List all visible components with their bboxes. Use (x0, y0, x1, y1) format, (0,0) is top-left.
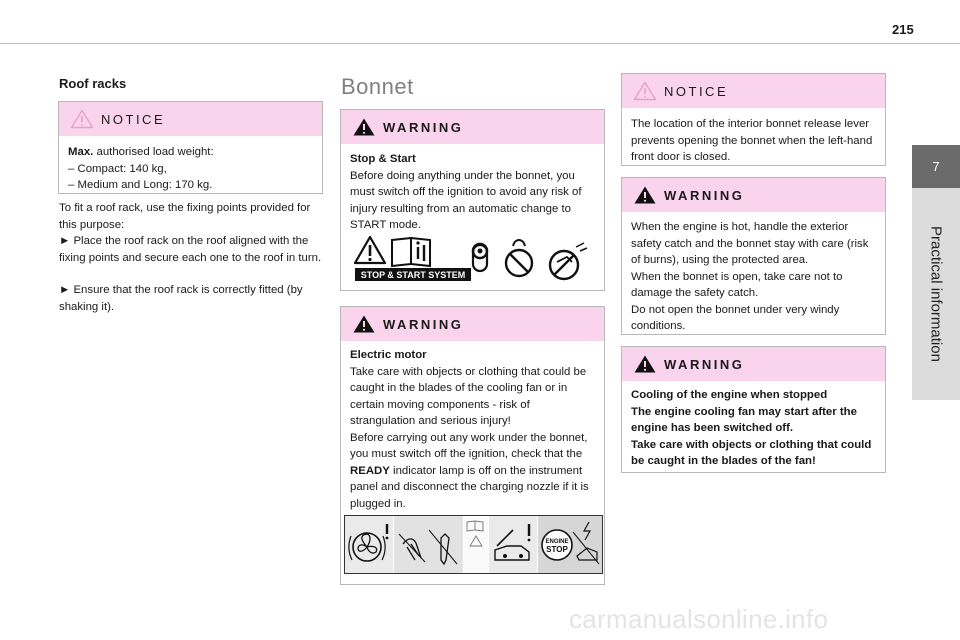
electric-motor-warning-box (340, 306, 605, 585)
warning-header (341, 307, 604, 341)
warning-header (341, 110, 604, 144)
stop-start-text: Before doing anything under the bonnet, you must switch off the ignition to avoid any risk of injury resulting from an automatic change to START mode. (350, 169, 582, 231)
electric-motor-text2a: Before carrying out any work under the bonnet, you must switch off the ignition, check that the (350, 431, 588, 460)
roof-racks-heading: Roof racks (59, 76, 127, 91)
stop-start-caption: STOP & START SYSTEM (360, 270, 466, 280)
warning-header (622, 178, 885, 212)
electric-motor-pictogram (344, 515, 603, 574)
electric-motor-text1: Take care with objects or clothing that could be caught in the blades of the cooling fan or in certain moving components - risk of strangulation and serious injury! (350, 365, 587, 427)
compact-weight: – Compact: 140 kg, (68, 162, 167, 175)
cooling-fan-text: The engine cooling fan may start after the engine has been switched off. (631, 405, 857, 434)
stop-start-pictogram (354, 235, 592, 285)
electric-motor-heading: Electric motor (350, 349, 427, 361)
load-weight-text: authorised load weight: (93, 146, 214, 158)
bonnet-notice-box (621, 73, 886, 166)
max-label: Max. (68, 146, 94, 158)
stop-start-heading: Stop & Start (350, 153, 416, 165)
roof-rack-step1: ► Place the roof rack on the roof aligned with the fixing points and secure each one to the roof in turn. (59, 235, 322, 264)
roof-rack-step2: ► Ensure that the roof rack is correctly fitted (by shaking it). (59, 284, 303, 313)
windy-conditions-text: Do not open the bonnet under very windy conditions. (631, 303, 840, 332)
electric-motor-text2b: indicator lamp is off on the instrument panel and disconnect the charging nozzle if it is plugged in. (350, 464, 589, 510)
engine-label: ENGINE (545, 539, 569, 545)
warning-label: WARNING (383, 317, 464, 332)
stop-start-warning-box (340, 109, 605, 291)
medium-long-weight: – Medium and Long: 170 kg. (68, 179, 213, 191)
warning-icon (352, 117, 376, 137)
hot-engine-warning-box (621, 177, 886, 335)
ready-label: READY (350, 464, 390, 477)
warning-label: WARNING (664, 357, 745, 372)
hot-engine-text: When the engine is hot, handle the exterior safety catch and the bonnet stay with care (risk of burns), using the protected area. (631, 221, 869, 266)
release-lever-text: The location of the interior bonnet release lever prevents opening the bonnet when the left-hand front door is closed. (631, 118, 873, 163)
caution-icon (633, 81, 657, 101)
top-rule (0, 43, 960, 44)
watermark: carmanualsonline.info (569, 604, 829, 634)
cooling-heading: Cooling of the engine when stopped (631, 389, 828, 401)
warning-icon (633, 354, 657, 374)
stop-label: STOP (546, 545, 568, 554)
notice-label: NOTICE (101, 112, 166, 127)
fan-blades-text: Take care with objects or clothing that could be caught in the blades of the fan! (631, 438, 872, 467)
roof-rack-intro: To fit a roof rack, use the fixing points provided for this purpose: (59, 202, 311, 231)
pictogram-icons (345, 516, 602, 573)
warning-label: WARNING (383, 120, 464, 135)
safety-catch-text: When the bonnet is open, take care not to damage the safety catch. (631, 270, 843, 299)
notice-header (622, 74, 885, 108)
caution-icon (70, 109, 94, 129)
bonnet-title: Bonnet (341, 74, 414, 99)
notice-label: NOTICE (664, 84, 729, 99)
chapter-title: Practical information (927, 226, 945, 362)
warning-icon (633, 185, 657, 205)
roof-notice-box (58, 101, 323, 194)
chapter-tab[interactable]: 7 (912, 145, 960, 188)
notice-header (59, 102, 322, 136)
page-number: 215 (892, 22, 914, 37)
warning-label: WARNING (664, 188, 745, 203)
warning-icon (352, 314, 376, 334)
warning-header (622, 347, 885, 381)
cooling-fan-warning-box (621, 346, 886, 473)
